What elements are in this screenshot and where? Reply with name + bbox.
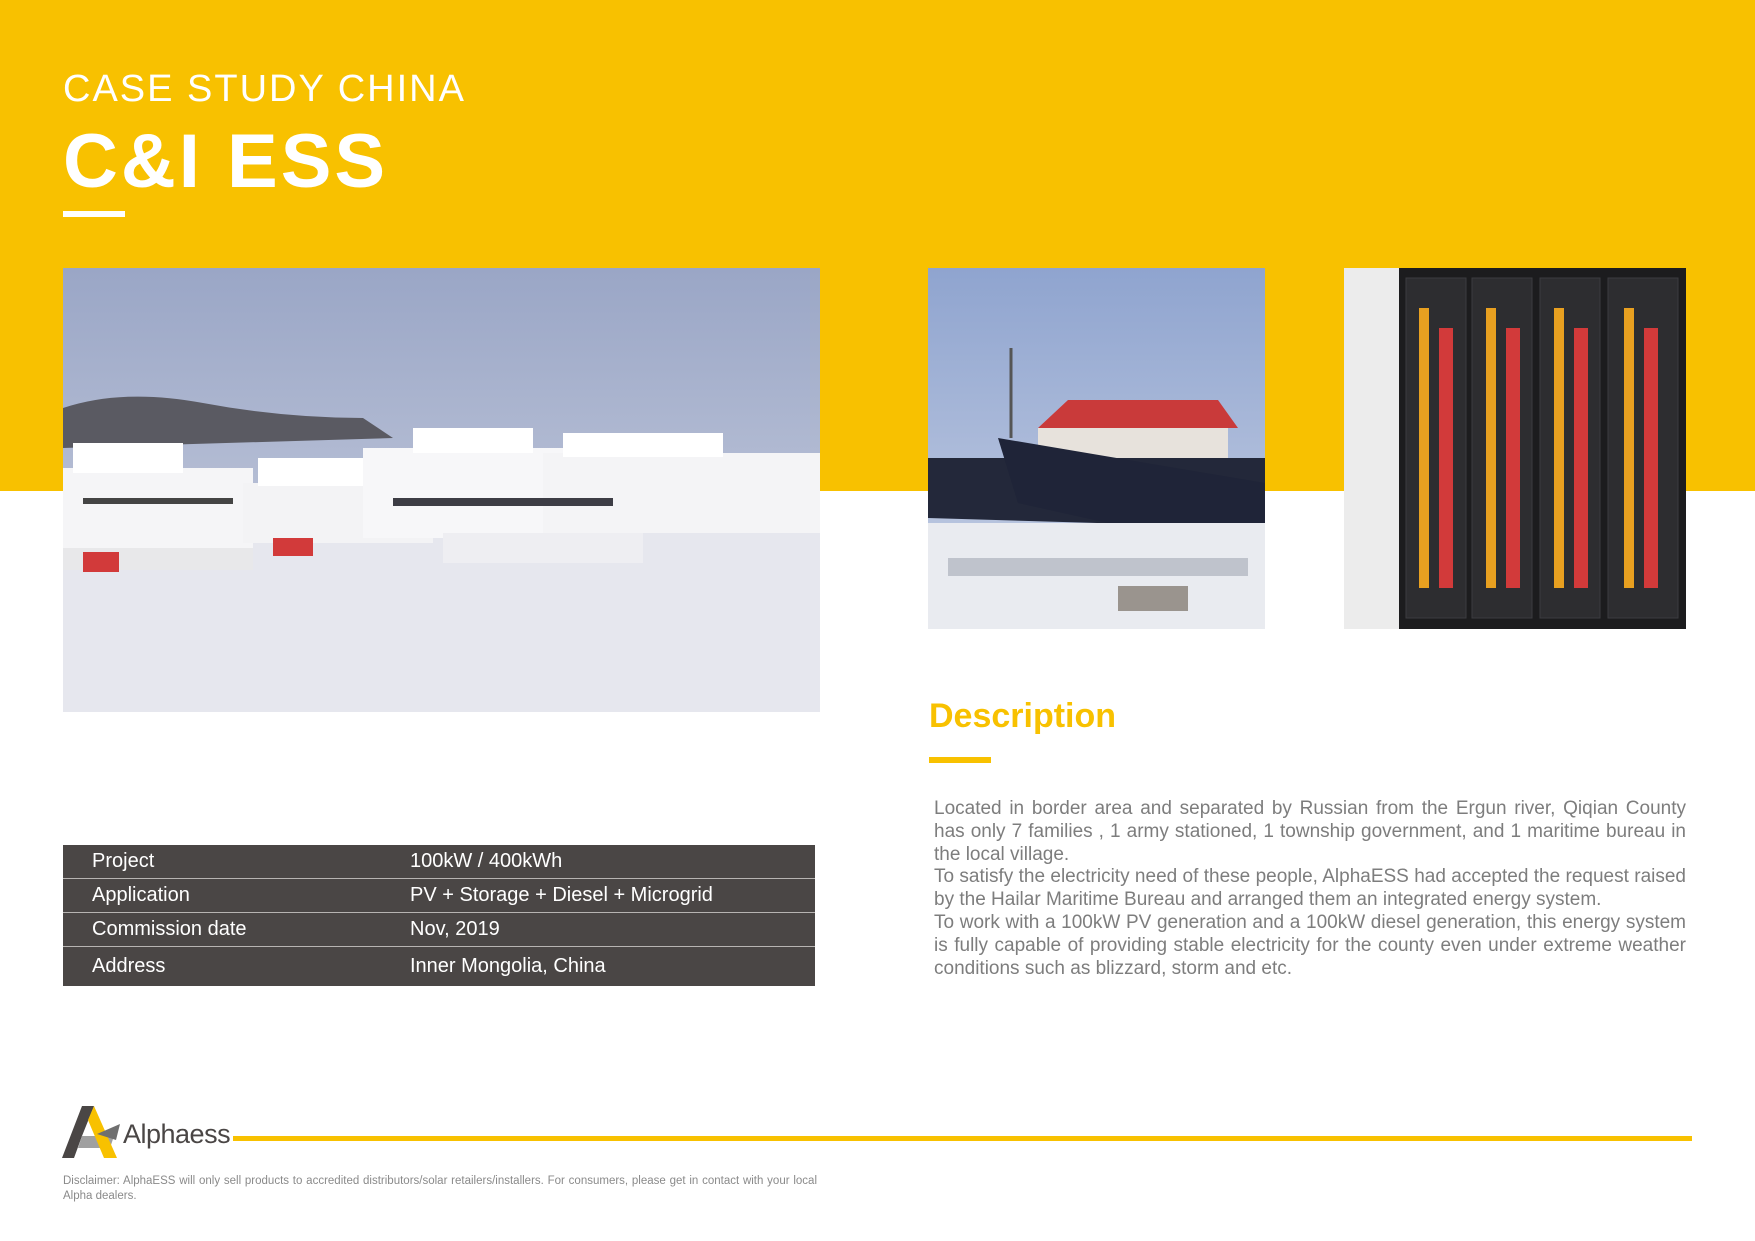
table-row bbox=[63, 845, 815, 879]
solar-array-photo bbox=[928, 268, 1265, 629]
spec-label: Address bbox=[92, 955, 166, 977]
page-title: C&I ESS bbox=[63, 119, 389, 204]
title-underline bbox=[63, 211, 125, 217]
logo-wordmark: Alphaess bbox=[123, 1119, 231, 1149]
table-row bbox=[63, 913, 815, 947]
description-heading: Description bbox=[929, 697, 1117, 735]
spec-label: Application bbox=[92, 884, 190, 906]
disclaimer-text: Disclaimer: AlphaESS will only sell products to accredited distributors/solar retailers/installers. For consumers, please get in contact with your local Alpha dealers. bbox=[63, 1175, 817, 1202]
spec-value: Inner Mongolia, China bbox=[410, 955, 606, 977]
project-specs-table bbox=[63, 845, 815, 986]
table-row bbox=[63, 947, 815, 986]
spec-label: Commission date bbox=[92, 918, 247, 940]
spec-value: Nov, 2019 bbox=[410, 918, 500, 940]
footer-divider bbox=[233, 1136, 1692, 1141]
description-paragraph: Located in border area and separated by Russian from the Ergun river, Qiqian County has only 7 families , 1 army stationed, 1 township government, and 1 maritime bureau in the local village. bbox=[934, 798, 1686, 865]
table-row bbox=[63, 879, 815, 913]
description-paragraph: To work with a 100kW PV generation and a 100kW diesel generation, this energy system is fully capable of providing stable electricity for the county even under extreme weather conditions such as blizzard, storm and etc. bbox=[934, 911, 1686, 979]
spec-value: 100kW / 400kWh bbox=[410, 850, 563, 872]
spec-label: Project bbox=[92, 850, 155, 872]
case-study-label: CASE STUDY CHINA bbox=[63, 68, 466, 110]
description-paragraph: To satisfy the electricity need of these people, AlphaESS had accepted the request raised by the Hailar Maritime Bureau and arranged them an integrated energy system. bbox=[934, 866, 1686, 911]
battery-rack-photo bbox=[1344, 268, 1686, 629]
boats-photo bbox=[63, 268, 820, 712]
description-underline bbox=[929, 757, 991, 763]
description-text bbox=[934, 798, 1686, 980]
spec-value: PV + Storage + Diesel + Microgrid bbox=[410, 884, 713, 906]
